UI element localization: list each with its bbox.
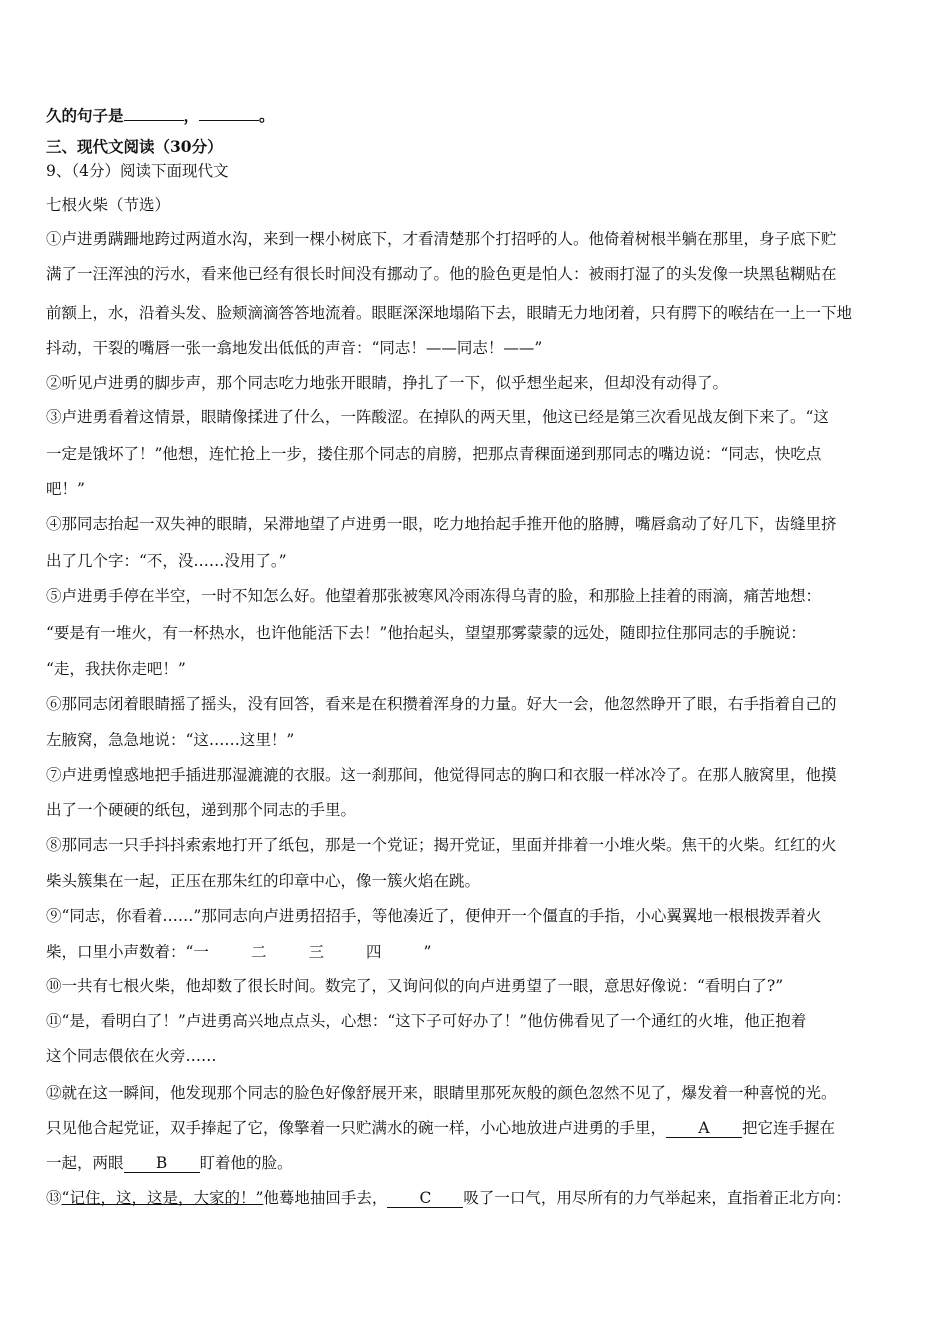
passage-line: 抖动，干裂的嘴唇一张一翕地发出低低的声音：“同志！——同志！——” <box>46 339 543 357</box>
passage-line: ③卢进勇看着这情景，眼睛像揉进了什么，一阵酸涩。在掉队的两天里，他这已经是第三次看见战友倒下来了。“这 <box>46 408 829 426</box>
intro-line: 久的句子是 ， 。 <box>46 102 906 127</box>
blank-b: B <box>124 1154 200 1173</box>
section-header: 三、现代文阅读（30分） <box>46 137 223 156</box>
passage-line: “要是有一堆火，有一杯热水，也许他能活下去！”他抬起头，望望那雾蒙蒙的远处，随即拉住那同志的手腕说： <box>46 624 806 642</box>
blank-c: C <box>387 1189 463 1208</box>
blank-line-b: 一起，两眼 B 盯着他的脸。 <box>46 1154 293 1172</box>
answer-blank-2 <box>199 102 259 121</box>
passage-line: ④那同志抬起一双失神的眼睛，呆滞地望了卢进勇一眼，吃力地抬起手推开他的胳膊，嘴唇翕动了好几下，齿缝里挤 <box>46 515 837 533</box>
passage-line: 前额上，水，沿着头发、脸颊滴滴答答地流着。眼眶深深地塌陷下去，眼睛无力地闭着，只有腭下的喉结在一上一下地 <box>46 304 853 322</box>
passage-line: ⑧那同志一只手抖抖索索地打开了纸包，那是一个党证；揭开党证，里面并排着一小堆火柴。焦干的火柴。红红的火 <box>46 836 837 854</box>
passage-line: 这个同志偎依在火旁…… <box>46 1047 217 1065</box>
passage-line: ⑤卢进勇手停在半空，一时不知怎么好。他望着那张被寒风冷雨冻得乌青的脸，和那脸上挂着的雨滴，痛苦地想： <box>46 587 822 605</box>
passage-line: ①卢进勇蹒跚地跨过两道水沟，来到一棵小树底下，才看清楚那个打招呼的人。他倚着树根半躺在那里，身子底下贮 <box>46 230 837 248</box>
passage-line: ②听见卢进勇的脚步声，那个同志吃力地张开眼睛，挣扎了一下，似乎想坐起来，但却没有动得了。 <box>46 374 729 392</box>
blank-line-a: 只见他合起党证，双手捧起了它，像擎着一只贮满水的碗一样，小心地放进卢进勇的手里， A 把它连手握在 <box>46 1119 836 1137</box>
passage-line: ⑦卢进勇惶惑地把手插进那湿漉漉的衣服。这一刹那间，他觉得同志的胸口和衣服一样冰冷了。在那人腋窝里，他摸 <box>46 766 837 784</box>
blank-a: A <box>666 1119 742 1138</box>
intro-prefix: 久的句子是 <box>46 106 124 125</box>
passage-line: 出了一个硬硬的纸包，递到那个同志的手里。 <box>46 801 357 819</box>
passage-line: 吧！” <box>46 480 85 498</box>
question-number: 9、（4分）阅读下面现代文 <box>46 162 229 180</box>
underlined-quote: “记住，这，这是，大家的！” <box>61 1189 264 1207</box>
passage-line: ⑨“同志，你看着……”那同志向卢进勇招招手，等他凑近了，便伸开一个僵直的手指，小心翼翼地一根根拨弄着火 <box>46 907 822 925</box>
passage-line: 左腋窝，急急地说：“这……这里！” <box>46 731 295 749</box>
passage-line: ⑫就在这一瞬间，他发现那个同志的脸色好像舒展开来，眼睛里那死灰般的颜色忽然不见了，爆发着一种喜悦的光。 <box>46 1084 837 1102</box>
answer-blank-1 <box>124 102 184 121</box>
passage-line: 出了几个字：“不，没……没用了。” <box>46 552 287 570</box>
passage-line: ⑥那同志闭着眼睛摇了摇头，没有回答，看来是在积攒着浑身的力量。好大一会，他忽然睁开了眼，右手指着自己的 <box>46 695 837 713</box>
blank-line-c: ⑬“记住，这，这是，大家的！”他蓦地抽回手去， C 吸了一口气，用尽所有的力气举起来，直指着正北方向： <box>46 1189 851 1207</box>
counting-line: 柴，口里小声数着：“一 二 三 四 ” <box>46 943 432 961</box>
passage-line: ⑪“是，看明白了！”卢进勇高兴地点点头，心想：“这下子可好办了！”他仿佛看见了一个通红的火堆，他正抱着 <box>46 1012 807 1030</box>
passage-line: 一定是饿坏了！”他想，连忙抢上一步，搂住那个同志的肩膀，把那点青稞面递到那同志的嘴边说：“同志，快吃点 <box>46 445 822 463</box>
passage-line: 满了一汪浑浊的污水，看来他已经有很长时间没有挪动了。他的脸色更是怕人：被雨打湿了的头发像一块黑毡糊贴在 <box>46 265 837 283</box>
passage-line: ⑩一共有七根火柴，他却数了很长时间。数完了，又询问似的向卢进勇望了一眼，意思好像说：“看明白了?” <box>46 977 784 995</box>
passage-line: 柴头簇集在一起，正压在那朱红的印章中心，像一簇火焰在跳。 <box>46 872 481 890</box>
passage-title: 七根火柴（节选） <box>46 196 171 214</box>
passage-line: “走，我扶你走吧！” <box>46 660 186 678</box>
